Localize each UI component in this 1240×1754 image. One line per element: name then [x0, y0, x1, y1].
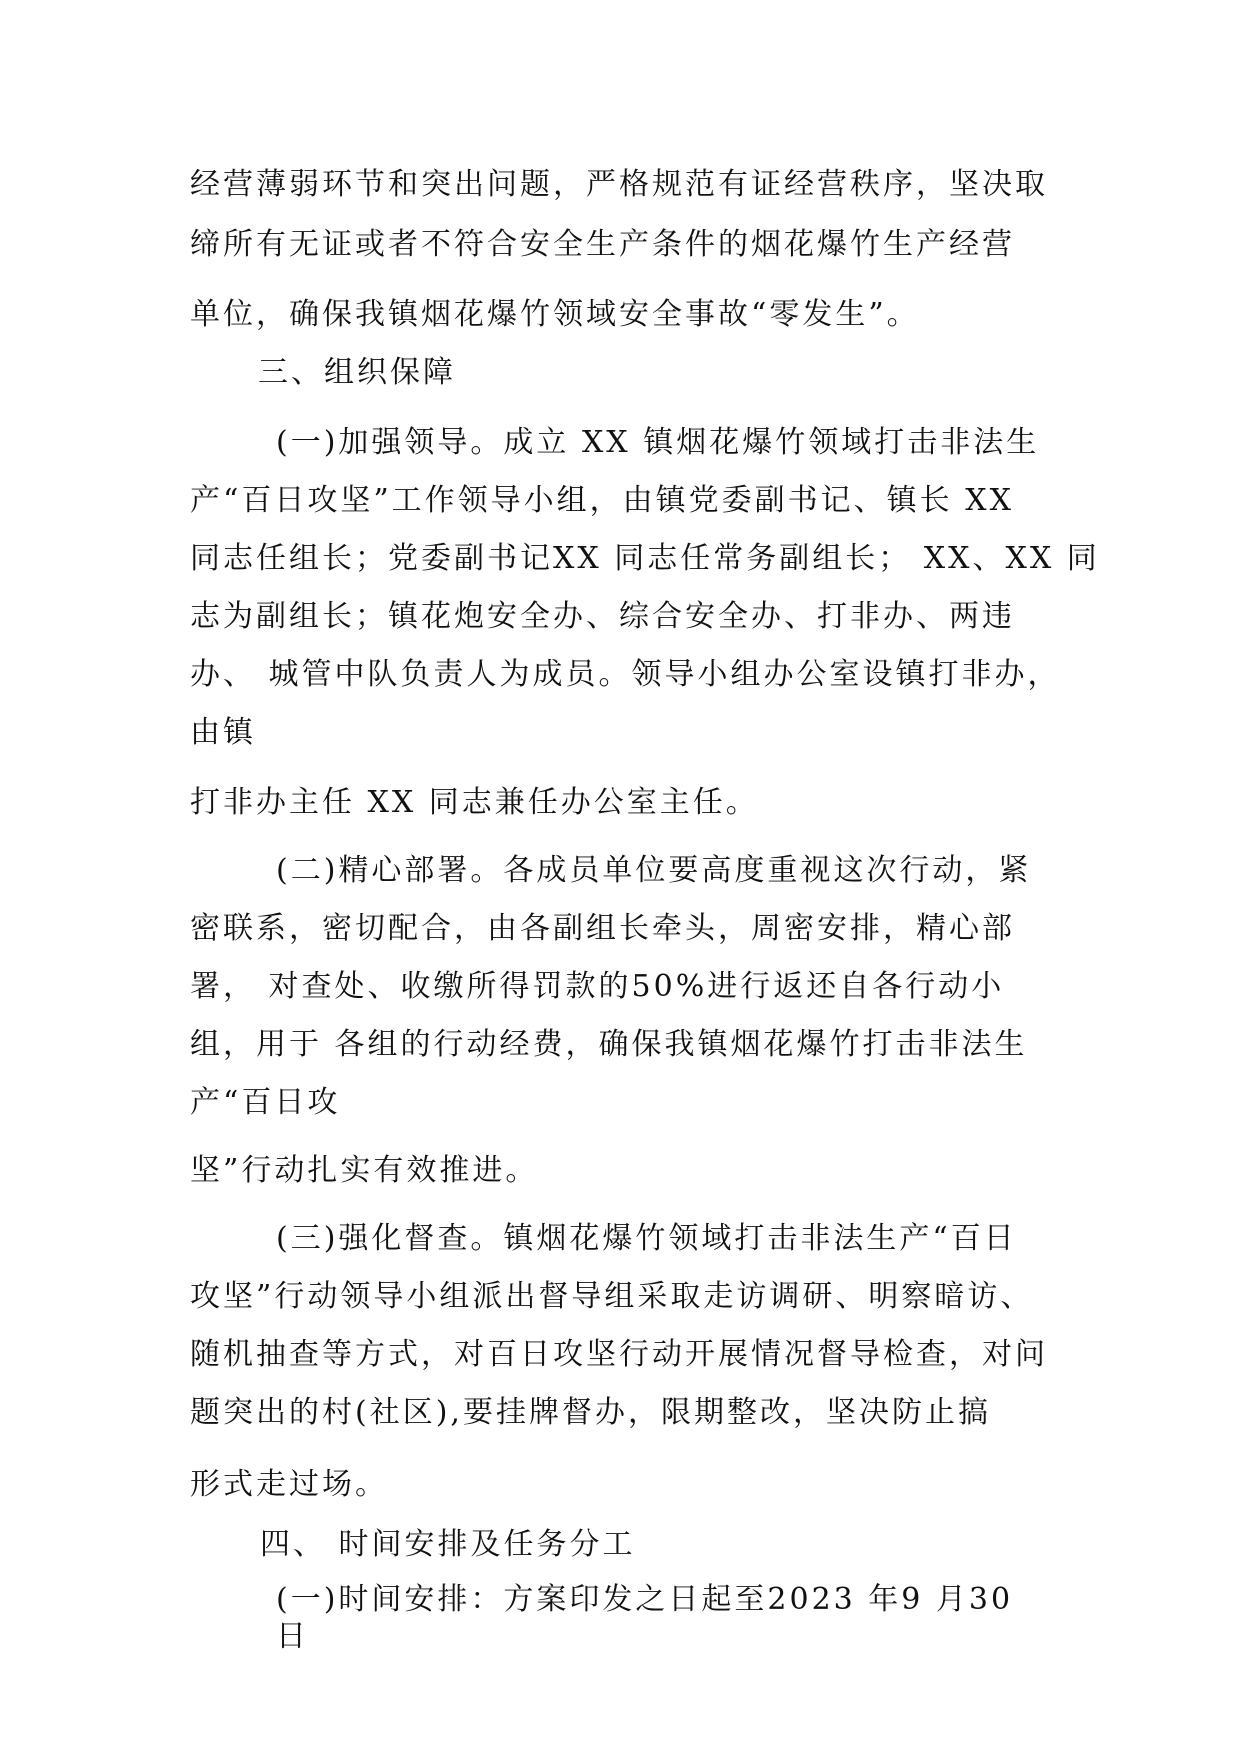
paragraph-line: 由镇: [190, 715, 256, 750]
paragraph-line: (三)强化督查。镇烟花爆竹领域打击非法生产“百日: [276, 1221, 1017, 1256]
paragraph-line: 攻坚”行动领导小组派出督导组采取走访调研、明察暗访、: [190, 1279, 1034, 1314]
paragraph-line: 单位，确保我镇烟花爆竹领域安全事故“零发生”。: [190, 297, 920, 332]
paragraph-line: 密联系，密切配合，由各副组长牵头，周密安排，精心部: [190, 911, 1015, 946]
paragraph-line: 坚”行动扎实有效推进。: [190, 1153, 539, 1188]
paragraph-line: 产“百日攻坚”工作领导小组，由镇党委副书记、镇长 XX: [190, 483, 1014, 518]
paragraph-line: 打非办主任 XX 同志兼任办公室主任。: [190, 785, 759, 820]
paragraph-line: 同志任组长；党委副书记XX 同志任常务副组长； XX、XX 同: [190, 541, 1100, 576]
section-heading: 四、 时间安排及任务分工: [260, 1527, 636, 1562]
section-heading: 三、组织保障: [258, 355, 456, 390]
paragraph-line: 办、 城管中队负责人为成员。领导小组办公室设镇打非办，: [190, 657, 1061, 692]
paragraph-line: 志为副组长；镇花炮安全办、综合安全办、打非办、两违: [190, 599, 1015, 634]
paragraph-line: 经营薄弱环节和突出问题，严格规范有证经营秩序，坚决取: [190, 167, 1048, 202]
paragraph-line: (一)时间安排：方案印发之日起至2023 年9 月30: [276, 1582, 1014, 1617]
paragraph-line: 日: [276, 1619, 309, 1654]
paragraph-line: 缔所有无证或者不符合安全生产条件的烟花爆竹生产经营: [190, 227, 1015, 262]
paragraph-line: (二)精心部署。各成员单位要高度重视这次行动，紧: [276, 853, 1032, 888]
paragraph-line: 产“百日攻: [190, 1085, 341, 1120]
paragraph-line: (一)加强领导。成立 XX 镇烟花爆竹领域打击非法生: [276, 425, 1040, 460]
paragraph-line: 形式走过场。: [190, 1467, 388, 1502]
paragraph-line: 署， 对查处、收缴所得罚款的50%进行返还自各行动小: [190, 969, 1005, 1004]
paragraph-line: 随机抽查等方式，对百日攻坚行动开展情况督导检查，对问: [190, 1337, 1048, 1372]
paragraph-line: 组，用于 各组的行动经费，确保我镇烟花爆竹打击非法生: [190, 1027, 1028, 1062]
paragraph-line: 题突出的村(社区),要挂牌督办，限期整改，坚决防止搞: [190, 1395, 991, 1430]
